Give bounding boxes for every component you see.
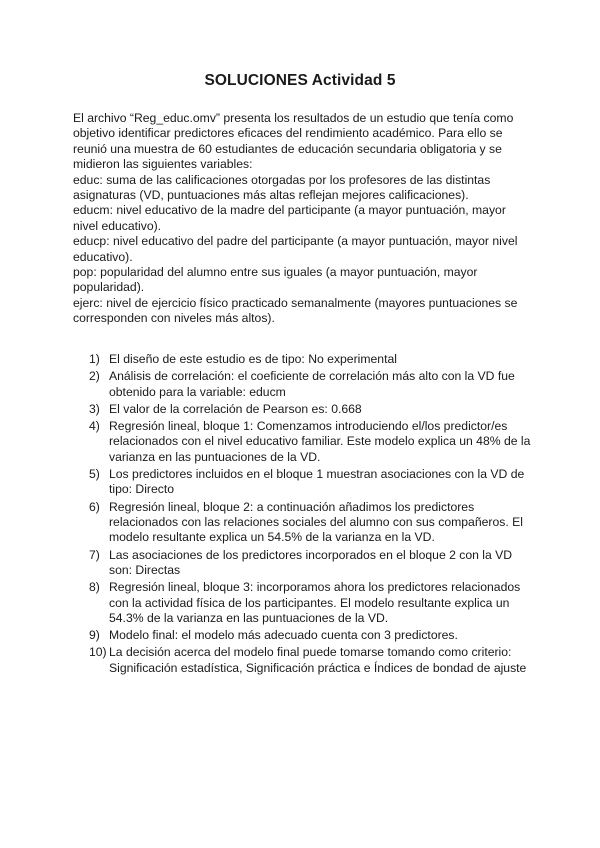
answer-number: 7) — [89, 547, 100, 562]
intro-paragraph: El archivo “Reg_educ.omv” presenta los resultados de un estudio que tenía como objetivo identificar predictores eficaces del rendimiento académico. Para ello se reunió una muestra de 60 estudiantes de educación secundaria obligatoria y se midieron las siguientes variables: — [73, 111, 514, 172]
variable-ejerc-description: ejerc: nivel de ejercicio físico practicado semanalmente (mayores puntuaciones se corresponden con niveles más altos). — [73, 295, 518, 326]
variable-pop-description: pop: popularidad del alumno entre sus iguales (a mayor puntuación, mayor popularidad). — [73, 265, 478, 295]
answer-text: El valor de la correlación de Pearson es: 0.668 — [109, 401, 362, 416]
answer-item-4 — [73, 419, 533, 465]
answer-text: Los predictores incluidos en el bloque 1 muestran asociaciones con la VD de tipo: Directo — [109, 467, 525, 497]
variable-educp-description: educp: nivel educativo del padre del participante (a mayor puntuación, mayor nivel educativo). — [73, 234, 518, 264]
intro-section — [73, 111, 533, 327]
answer-item-8 — [73, 580, 533, 626]
answer-text: La decisión acerca del modelo final puede tomarse tomando como criterio: Significación estadística, Significación práctica e Índices de bondad de ajuste — [109, 645, 527, 675]
answer-text: Regresión lineal, bloque 2: a continuación añadimos los predictores relacionados con las relaciones sociales del alumno con sus compañeros. El modelo resultante explica un 54.5% de la varianza en la VD. — [109, 499, 523, 545]
answer-item-5 — [73, 467, 533, 498]
answer-item-3 — [73, 402, 533, 417]
answer-item-1 — [73, 352, 533, 367]
answer-text: Regresión lineal, bloque 3: incorporamos ahora los predictores relacionados con la actividad física de los participantes. El modelo resultante explica un 54.3% de la varianza en las puntuaciones de la VD. — [109, 580, 521, 626]
page-title: SOLUCIONES Actividad 5 — [204, 72, 396, 89]
answer-text: Las asociaciones de los predictores incorporados en el bloque 2 con la VD son: Directas — [109, 547, 513, 578]
answer-text: Análisis de correlación: el coeficiente de correlación más alto con la VD fue obtenido para la variable: educm — [109, 369, 515, 399]
answers-list — [73, 352, 533, 678]
answer-number: 9) — [89, 628, 100, 643]
variable-educm-description: educm: nivel educativo de la madre del participante (a mayor puntuación, mayor nivel educativo). — [73, 203, 506, 233]
variable-educ-description: educ: suma de las calificaciones otorgadas por los profesores de las distintas asignaturas (VD, puntuaciones más altas reflejan mejores calificaciones). — [73, 172, 491, 203]
answer-item-10 — [73, 645, 533, 676]
answer-number: 10) — [89, 645, 107, 660]
answer-number: 2) — [89, 369, 100, 384]
answer-text: El diseño de este estudio es de tipo: No experimental — [109, 352, 397, 366]
answer-number: 4) — [89, 419, 100, 434]
answer-item-6 — [73, 500, 533, 546]
answer-number: 3) — [89, 401, 100, 416]
answer-number: 8) — [89, 580, 100, 595]
answer-item-7 — [73, 548, 533, 579]
answer-item-9 — [73, 628, 533, 643]
answer-number: 1) — [89, 352, 100, 366]
answer-text: Modelo final: el modelo más adecuado cuenta con 3 predictores. — [109, 628, 458, 643]
answer-number: 5) — [89, 467, 100, 482]
answer-text: Regresión lineal, bloque 1: Comenzamos introduciendo el/los predictor/es relacionados con el nivel educativo familiar. Este modelo explica un 48% de la varianza en las puntuaciones de la VD. — [109, 419, 531, 464]
answer-number: 6) — [89, 499, 100, 514]
answer-item-2 — [73, 369, 533, 400]
